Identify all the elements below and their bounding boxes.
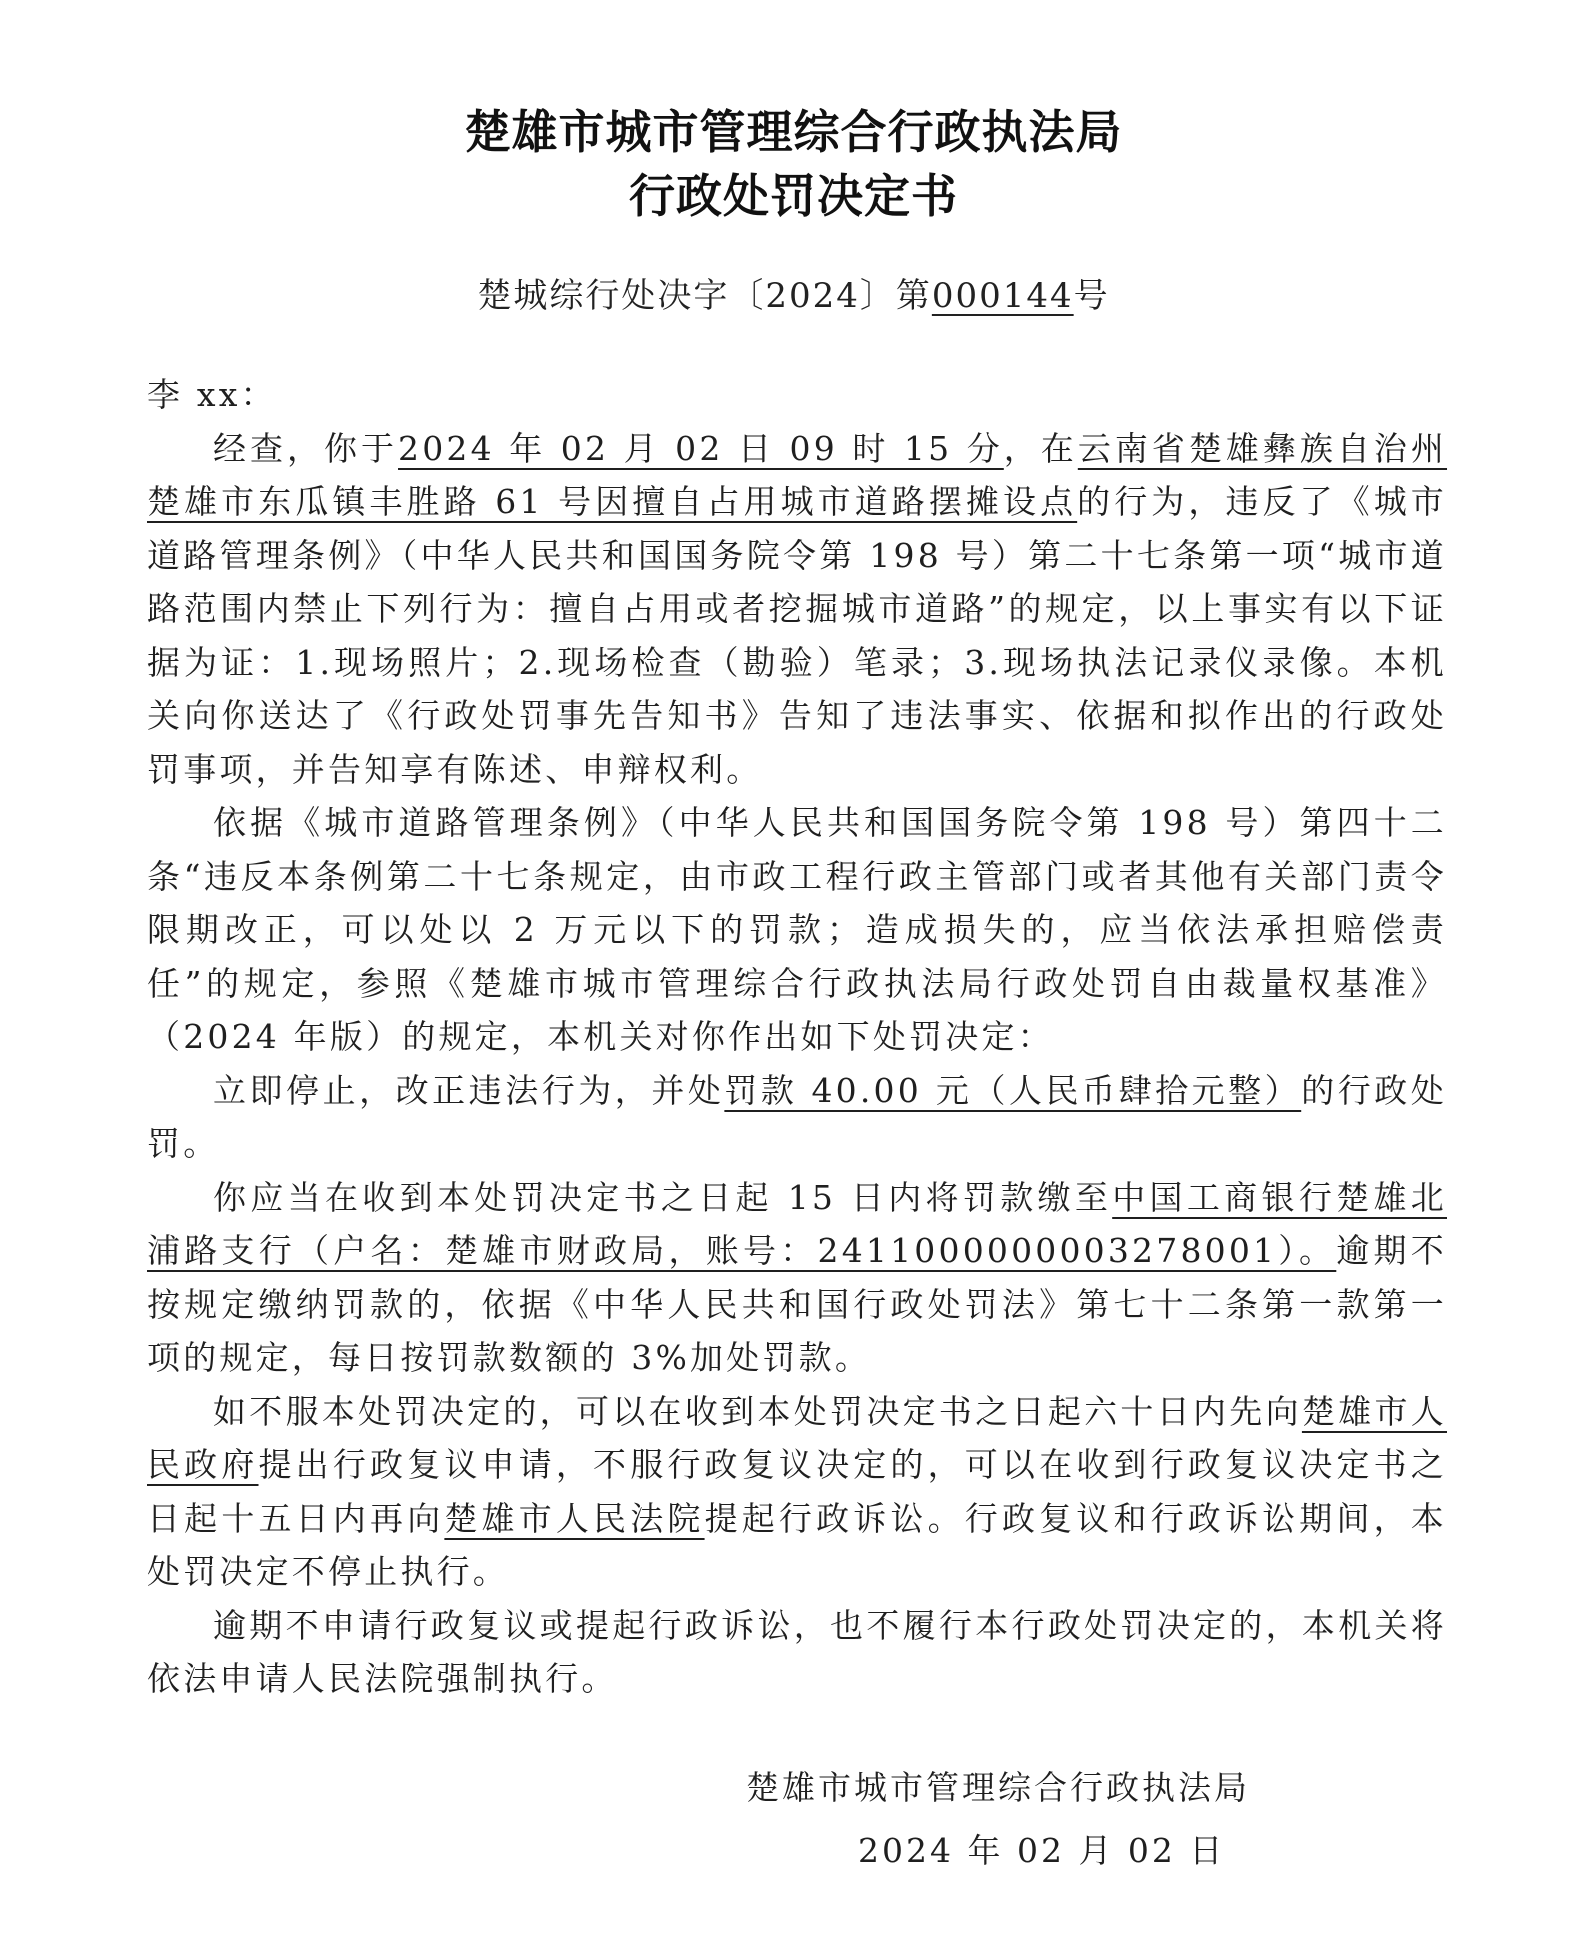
paragraph-decision <box>147 1064 1447 1171</box>
appeal-middle: 提出行政复议申请，不服行政复议决定的，可以在收到行政复议决定书之日起十五日内再向 <box>147 1445 1447 1538</box>
appeal-end: 提起行政诉讼。行政复议和行政诉讼期间，本处罚决定不停止执行。 <box>147 1498 1448 1591</box>
doc-number-suffix: 号 <box>1073 276 1110 316</box>
facts-intro: 经查，你于 <box>213 428 399 468</box>
decision-end: 的行政处罚。 <box>147 1070 1447 1163</box>
appeal-intro: 如不服本处罚决定的，可以在收到本处罚决定书之日起六十日内先向 <box>213 1391 1302 1431</box>
paragraph-enforcement: 逾期不申请行政复议或提起行政诉讼，也不履行本行政处罚决定的，本机关将依法申请人民法院强制执行。 <box>147 1605 1447 1698</box>
document-body <box>147 368 1447 1706</box>
issuing-authority-title: 楚雄市城市管理综合行政执法局 <box>464 105 1123 159</box>
bank-account: 中国工商银行楚雄北浦路支行（户名：楚雄市财政局，账号：2411000000003278001）。 <box>147 1177 1447 1270</box>
doc-number-prefix: 楚城综行处决字〔2024〕第 <box>477 276 932 316</box>
violation-place-act: 云南省楚雄彝族自治州楚雄市东瓜镇丰胜路 61 号因擅自占用城市道路摆摊设点 <box>147 428 1448 521</box>
signature-organization: 楚雄市城市管理综合行政执法局 <box>746 1768 1250 1807</box>
court-name: 楚雄市人民法院 <box>444 1498 705 1538</box>
fine-amount: 罚款 40.00 元（人民币肆拾元整） <box>724 1070 1302 1110</box>
facts-connector: ，在 <box>1003 428 1078 468</box>
paragraph-payment <box>147 1171 1447 1385</box>
paragraph-facts <box>147 422 1447 797</box>
facts-detail: 的行为，违反了《城市道路管理条例》（中华人民共和国国务院令第 198 号）第二十七条第一项“城市道路范围内禁止下列行为：擅自占用或者挖掘城市道路”的规定，以上事实有以下证据为证：1.现场照片；2.现场检查（勘验）笔录；3.现场执法记录仪录像。本机关向你送达了《行政处罚事先告知书》告知了违法事实、依据和拟作出的行政处罚事项，并告知享有陈述、申辩权利。 <box>147 482 1447 789</box>
doc-number-value: 000144 <box>931 276 1074 316</box>
review-authority: 楚雄市人民政府 <box>147 1391 1447 1484</box>
decision-intro: 立即停止，改正违法行为，并处 <box>213 1070 725 1110</box>
paragraph-appeal <box>147 1385 1447 1599</box>
document-number <box>0 268 1587 317</box>
document-type-title: 行政处罚决定书 <box>629 169 958 223</box>
salutation: 李 xx： <box>147 375 277 414</box>
signature-date: 2024 年 02 月 02 日 <box>858 1831 1226 1870</box>
violation-time: 2024 年 02 月 02 日 09 时 15 分 <box>398 428 1004 468</box>
late-payment-note: 逾期不按规定缴纳罚款的，依据《中华人民共和国行政处罚法》第七十二条第一款第一项的规定，每日按罚款数额的 3%加处罚款。 <box>147 1231 1447 1377</box>
paragraph-legal-basis: 依据《城市道路管理条例》（中华人民共和国国务院令第 198 号）第四十二条“违反本条例第二十七条规定，由市政工程行政主管部门或者其他有关部门责令限期改正，可以处以 2 万元以下的罚款；造成损失的，应当依法承担赔偿责任”的规定，参照《楚雄市城市管理综合行政执法局行政处罚自由裁量权基准》（2024 年版）的规定，本机关对你作出如下处罚决定： <box>147 803 1447 1056</box>
payment-intro: 你应当在收到本处罚决定书之日起 15 日内将罚款缴至 <box>213 1177 1113 1217</box>
